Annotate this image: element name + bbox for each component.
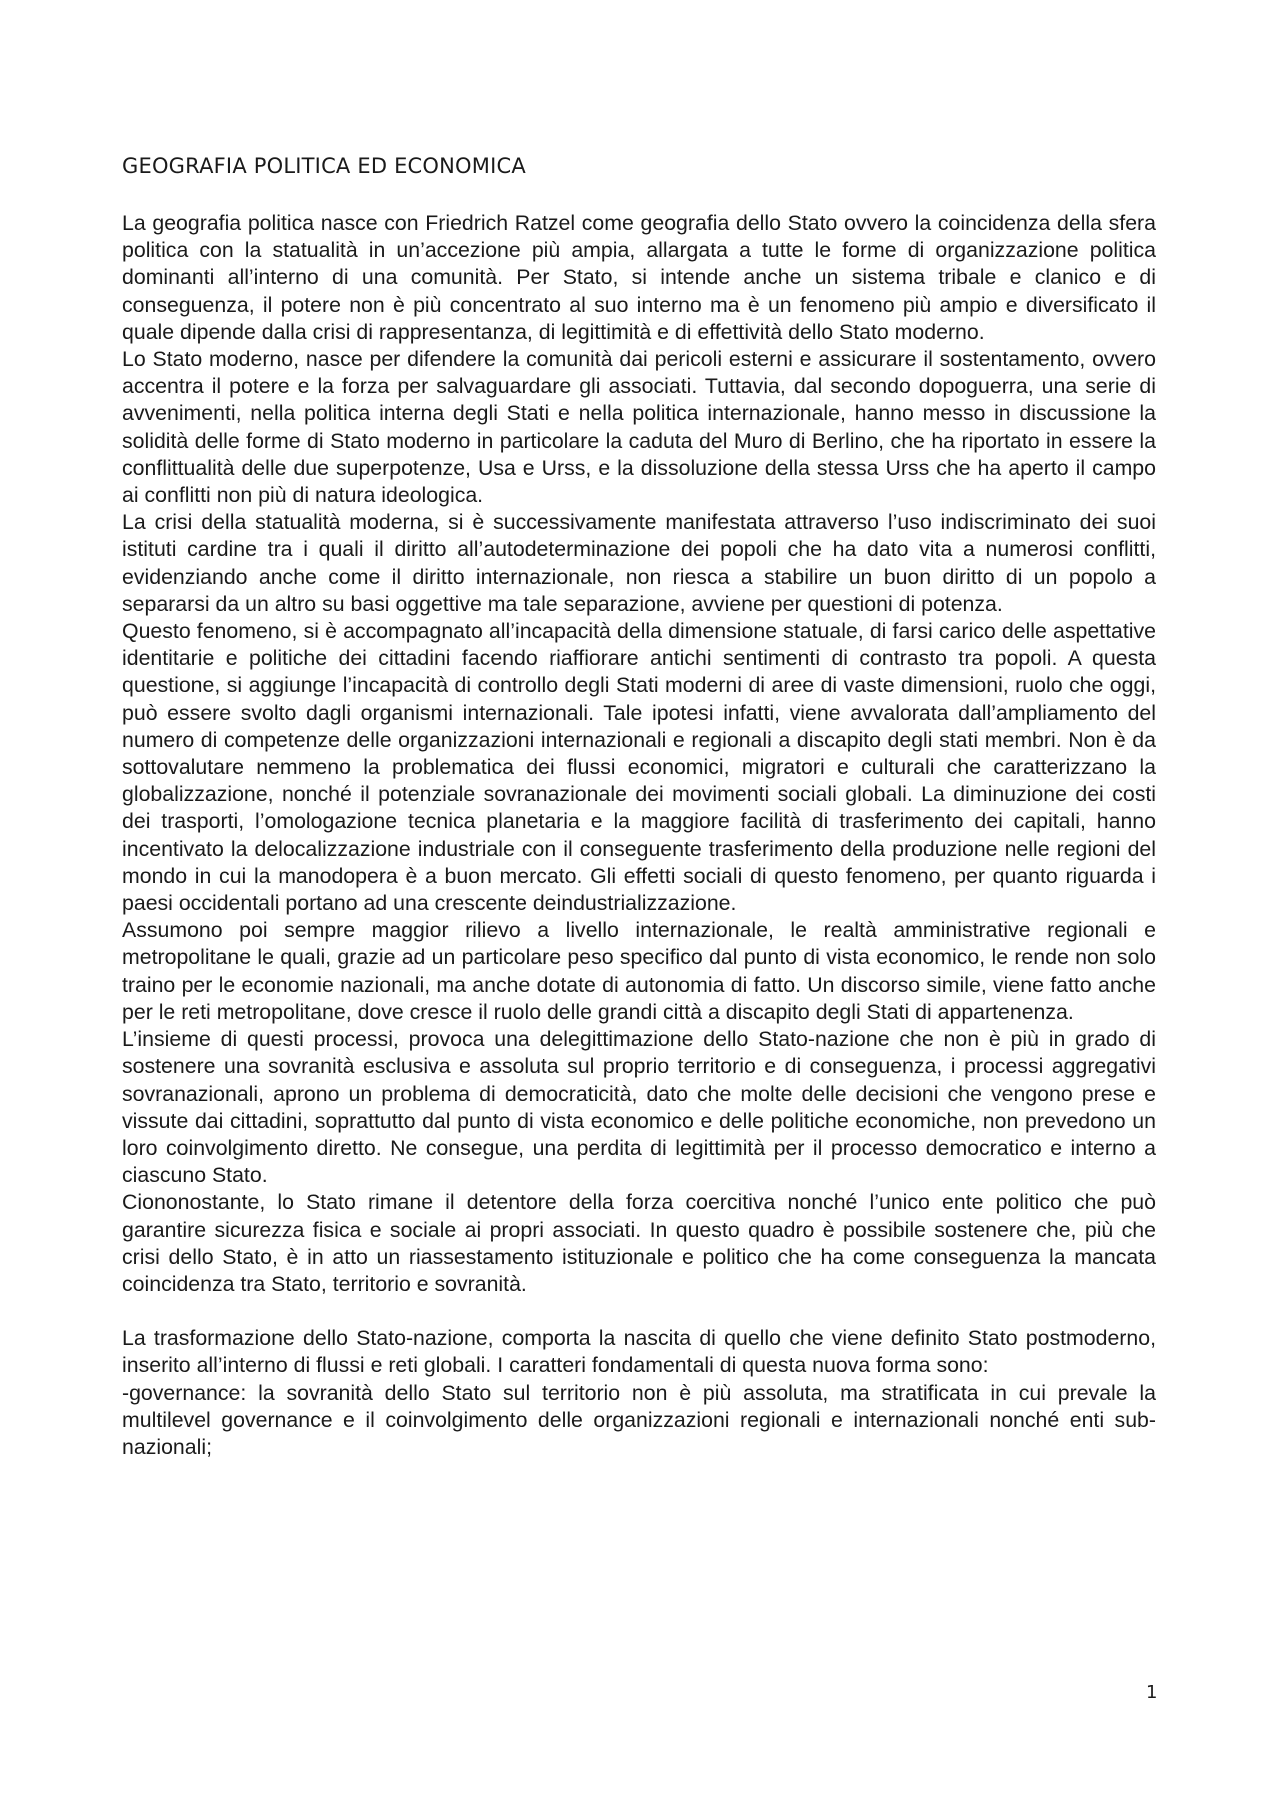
page-number: 1 [1146,1682,1158,1703]
list-item-governance: -governance: la sovranità dello Stato sul territorio non è più assoluta, ma stratificata in cui prevale la multilevel governance e il coinvolgimento delle organizzazioni regionali e internazionali nonché enti sub-nazionali; [122,1380,1156,1459]
paragraph: Lo Stato moderno, nasce per difendere la comunità dai pericoli esterni e assicurare il sostentamento, ovvero accentra il potere e la forza per salvaguardare gli associati. Tuttavia, dal secondo dopoguerra, una serie di avvenimenti, nella politica interna degli Stati e nella politica internazionale, hanno messo in discussione la solidità delle forme di Stato moderno in particolare la caduta del Muro di Berlino, che ha riportato in essere la conflittualità delle due superpotenze, Usa e Urss, e la dissoluzione della stessa Urss che ha aperto il campo ai conflitti non più di natura ideologica. [122,347,1156,508]
paragraph: La geografia politica nasce con Friedrich Ratzel come geografia dello Stato ovvero la coincidenza della sfera politica con la statualità in un’accezione più ampia, allargata a tutte le forme di organizzazione politica dominanti all’interno di una comunità. Per Stato, si intende anche un sistema tribale e clanico e di conseguenza, il potere non è più concentrato al suo interno ma è un fenomeno più ampio e diversificato il quale dipende dalla crisi di rappresentanza, di legittimità e di effettività dello Stato moderno. [122,211,1156,344]
paragraph: Assumono poi sempre maggior rilievo a livello internazionale, le realtà amministrative regionali e metropolitane le quali, grazie ad un particolare peso specifico dal punto di vista economico, le rende non solo traino per le economie nazionali, ma anche dotate di autonomia di fatto. Un discorso simile, viene fatto anche per le reti metropolitane, dove cresce il ruolo delle grandi città a discapito degli Stati di appartenenza. [122,918,1156,1024]
paragraph: Ciononostante, lo Stato rimane il detentore della forza coercitiva nonché l’unico ente politico che può garantire sicurezza fisica e sociale ai propri associati. In questo quadro è possibile sostenere che, più che crisi dello Stato, è in atto un riassestamento istituzionale e politico che ha come conseguenza la mancata coincidenza tra Stato, territorio e sovranità. [122,1190,1156,1296]
paragraph: La crisi della statualità moderna, si è successivamente manifestata attraverso l’uso indiscriminato dei suoi istituti cardine tra i quali il diritto all’autodeterminazione dei popoli che ha dato vita a numerosi conflitti, evidenziando anche come il diritto internazionale, non riesca a stabilire un buon diritto di un popolo a separarsi da un altro su basi oggettive ma tale separazione, avviene per questioni di potenza. [122,510,1156,616]
paragraph: Questo fenomeno, si è accompagnato all’incapacità della dimensione statuale, di farsi carico delle aspettative identitarie e politiche dei cittadini facendo riaffiorare antichi sentimenti di contrasto tra popoli. A questa questione, si aggiunge l’incapacità di controllo degli Stati moderni di aree di vaste dimensioni, ruolo che oggi, può essere svolto dagli organismi internazionali. Tale ipotesi infatti, viene avvalorata dall’ampliamento del numero di competenze delle organizzazioni internazionali e regionali a discapito degli stati membri. Non è da sottovalutare nemmeno la problematica dei flussi economici, migratori e culturali che caratterizzano la globalizzazione, nonché il potenziale sovranazionale dei movimenti sociali globali. La diminuzione dei costi dei trasporti, l’omologazione tecnica planetaria e la maggiore facilità di trasferimento dei capitali, hanno incentivato la delocalizzazione industriale con il conseguente trasferimento della produzione nelle regioni del mondo in cui la manodopera è a buon mercato. Gli effetti sociali di questo fenomeno, per quanto riguarda i paesi occidentali portano ad una crescente deindustrializzazione. [122,619,1156,916]
paragraph: La trasformazione dello Stato-nazione, comporta la nascita di quello che viene definito Stato postmoderno, inserito all’interno di flussi e reti globali. I caratteri fondamentali di questa nuova forma sono: [122,1326,1156,1378]
document-title: GEOGRAFIA POLITICA ED ECONOMICA [122,154,526,178]
document-body [122,150,1156,1461]
paragraph: L’insieme di questi processi, provoca una delegittimazione dello Stato-nazione che non è più in grado di sostenere una sovranità esclusiva e assoluta sul proprio territorio e di conseguenza, i processi aggregativi sovranazionali, aprono un problema di democraticità, dato che molte delle decisioni che vengono prese e vissute dai cittadini, soprattutto dal punto di vista economico e delle politiche economiche, non prevedono un loro coinvolgimento diretto. Ne consegue, una perdita di legittimità per il processo democratico e interno a ciascuno Stato. [122,1027,1156,1188]
